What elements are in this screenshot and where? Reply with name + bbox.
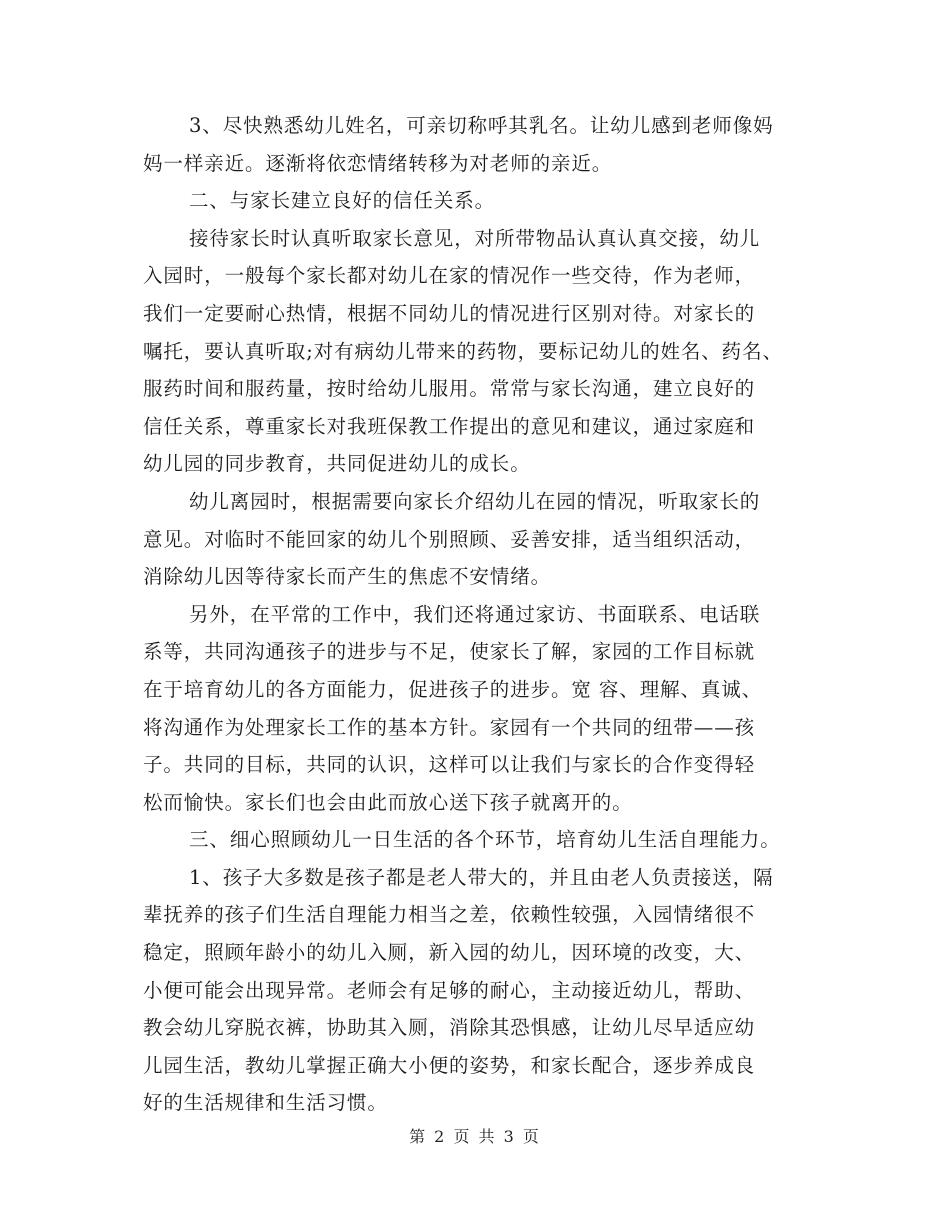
text-line: 消除幼儿因等待家长而产生的焦虑不安情绪。 <box>143 565 552 589</box>
text-line: 在于培育幼儿的各方面能力，促进孩子的进步。宽 容、理解、真诚、 <box>143 677 763 701</box>
text-line: 儿园生活，教幼儿掌握正确大小便的姿势，和家长配合，逐步养成良 <box>143 1053 756 1077</box>
text-line: 幼儿园的同步教育，共同促进幼儿的成长。 <box>143 452 531 476</box>
text-line: 另外，在平常的工作中，我们还将通过家访、书面联系、电话联 <box>189 602 761 626</box>
text-line: 妈一样亲近。逐渐将依恋情绪转移为对老师的亲近。 <box>143 151 613 175</box>
text-line: 意见。对临时不能回家的幼儿个别照顾、妥善安排，适当组织活动， <box>143 527 756 551</box>
text-line: 系等，共同沟通孩子的进步与不足，使家长了解，家园的工作目标就 <box>143 640 756 664</box>
page-number-footer: 第 2 页 共 3 页 <box>409 1127 541 1146</box>
document-body <box>143 107 803 1122</box>
text-line: 教会幼儿穿脱衣裤，协助其入厕，消除其恐惧感，让幼儿尽早适应幼 <box>143 1016 756 1040</box>
text-line: 3、尽快熟悉幼儿姓名，可亲切称呼其乳名。让幼儿感到老师像妈 <box>189 114 774 137</box>
text-line: 好的生活规律和生活习惯。 <box>143 1091 388 1115</box>
text-line: 幼儿离园时，根据需要向家长介绍幼儿在园的情况，听取家长的 <box>189 489 761 513</box>
text-line: 1、孩子大多数是孩子都是老人带大的，并且由老人负责接送，隔 <box>189 865 774 889</box>
text-line: 三、细心照顾幼儿一日生活的各个环节，培育幼儿生活自理能力。 <box>189 828 781 852</box>
text-line: 我们一定要耐心热情，根据不同幼儿的情况进行区别对待。对家长的 <box>143 301 756 325</box>
text-line: 二、与家长建立良好的信任关系。 <box>189 189 496 213</box>
text-line: 入园时，一般每个家长都对幼儿在家的情况作一些交待，作为老师， <box>143 264 756 288</box>
text-line: 辈抚养的孩子们生活自理能力相当之差，依赖性较强，入园情绪很不 <box>143 903 756 927</box>
text-line: 稳定，照顾年龄小的幼儿入厕，新入园的幼儿，因环境的改变，大、 <box>143 941 756 965</box>
text-line: 小便可能会出现异常。老师会有足够的耐心，主动接近幼儿，帮助、 <box>143 978 756 1002</box>
text-line: 嘱托，要认真听取;对有病幼儿带来的药物，要标记幼儿的姓名、药名、 <box>143 339 783 363</box>
text-line: 服药时间和服药量，按时给幼儿服用。常常与家长沟通，建立良好的 <box>143 377 756 401</box>
text-line: 松而愉快。家长们也会由此而放心送下孩子就离开的。 <box>143 790 633 814</box>
text-line: 信任关系，尊重家长对我班保教工作提出的意见和建议，通过家庭和 <box>143 414 756 438</box>
text-line: 子。共同的目标，共同的认识，这样可以让我们与家长的合作变得轻 <box>143 753 756 777</box>
text-line: 将沟通作为处理家长工作的基本方针。家园有一个共同的纽带——孩 <box>143 715 756 739</box>
text-line: 接待家长时认真听取家长意见，对所带物品认真认真交接，幼儿 <box>189 226 761 250</box>
